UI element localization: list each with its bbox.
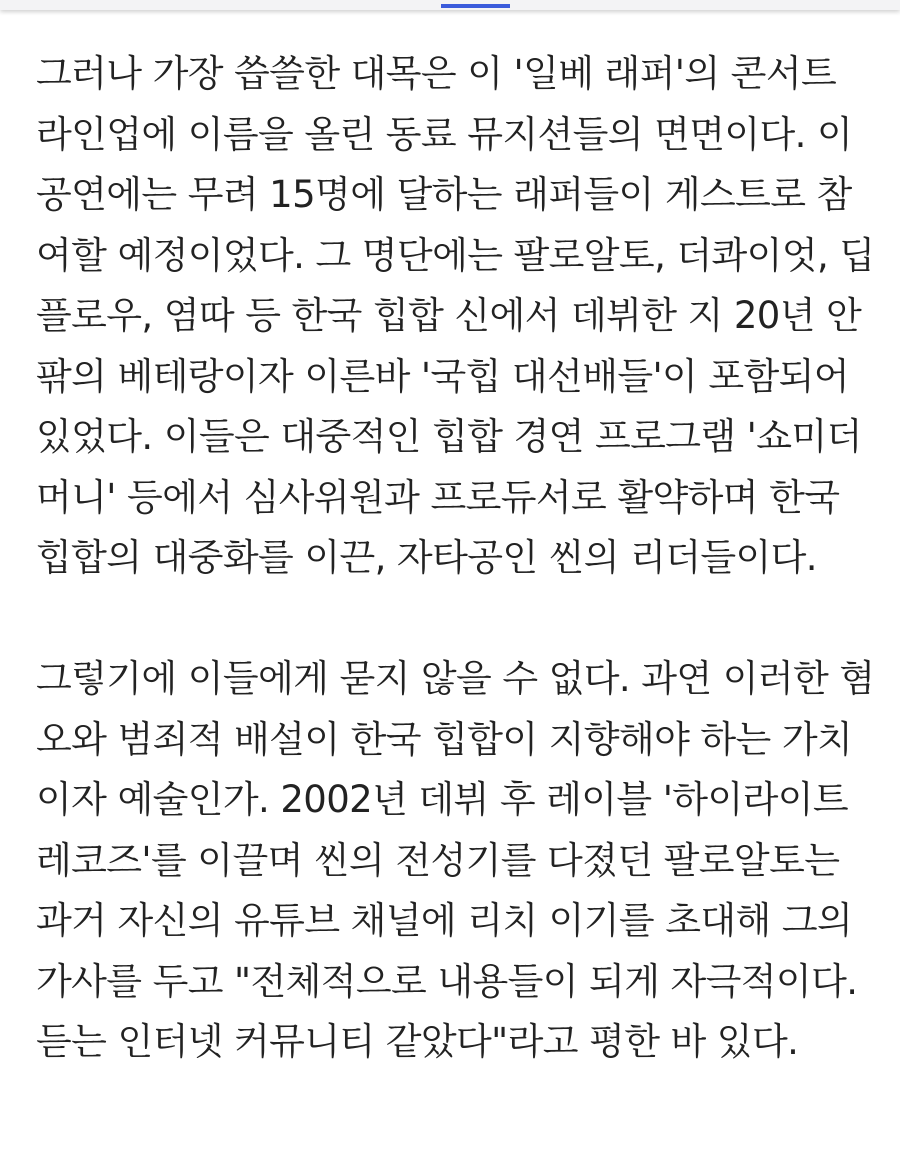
text-line: 힙합의 대중화를 이끈, 자타공인 씬의 리더들이다. (36, 536, 817, 579)
text-line: 오와 범죄적 배설이 한국 힙합이 지향해야 하는 가치 (36, 717, 853, 761)
text-line: 있었다. 이들은 대중적인 힙합 경연 프로그램 '쇼미더 (36, 415, 862, 458)
text-line: 그렇기에 이들에게 묻지 않을 수 없다. 과연 이러한 혐 (36, 657, 875, 700)
active-tab-indicator (441, 4, 510, 8)
paragraph-spacer (36, 589, 886, 650)
text-line: 머니' 등에서 심사위원과 프로듀서로 활약하며 한국 (36, 475, 840, 519)
text-line: 듣는 인터넷 커뮤니티 같았다"라고 평한 바 있다. (36, 1020, 799, 1063)
paragraph-2 (36, 649, 886, 1073)
top-navigation-bar (0, 0, 900, 10)
text-line: 과거 자신의 유튜브 채널에 리치 이기를 초대해 그의 (36, 899, 853, 942)
text-line: 이자 예술인가. 2002년 데뷔 후 레이블 '하이라이트 (36, 778, 849, 821)
text-line: 그러나 가장 씁쓸한 대목은 이 '일베 래퍼'의 콘서트 (36, 52, 837, 95)
text-line: 라인업에 이름을 올린 동료 뮤지션들의 면면이다. 이 (36, 112, 853, 156)
paragraph-1 (36, 44, 886, 589)
text-line: 플로우, 염따 등 한국 힙합 신에서 데뷔한 지 20년 안 (36, 294, 862, 337)
article-body (36, 44, 886, 1073)
text-line: 팎의 베테랑이자 이른바 '국힙 대선배들'이 포함되어 (36, 354, 849, 398)
text-line: 가사를 두고 "전체적으로 내용들이 되게 자극적이다. (36, 959, 858, 1003)
text-line: 레코즈'를 이끌며 씬의 전성기를 다졌던 팔로알토는 (36, 838, 840, 882)
text-line: 여할 예정이었다. 그 명단에는 팔로알토, 더콰이엇, 딥 (36, 233, 875, 277)
text-line: 공연에는 무려 15명에 달하는 래퍼들이 게스트로 참 (36, 173, 852, 216)
